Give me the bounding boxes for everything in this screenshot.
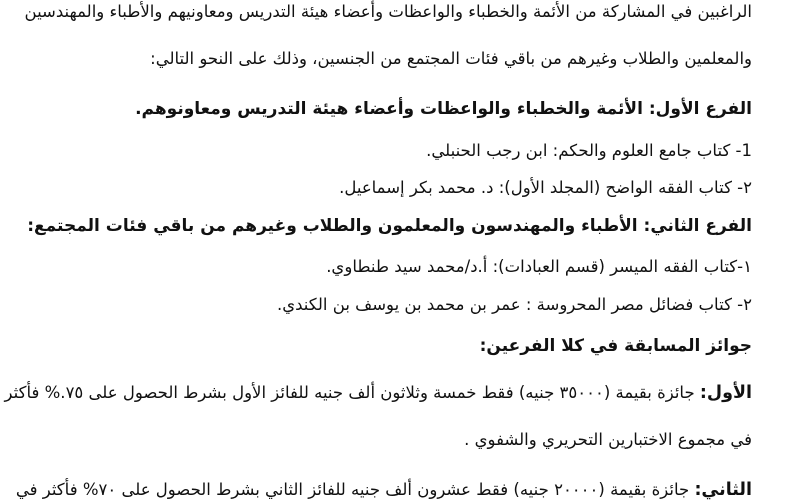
prize-first-line-1 [4, 383, 752, 403]
branch-2-item-1: ١-كتاب الفقه الميسر (قسم العبادات): أ.د/محمد سيد طنطاوي. [326, 257, 752, 276]
prize-first-text: جائزة بقيمة (٣٥٠٠٠ جنيه) فقط خمسة وثلاثون ألف جنيه للفائز الأول بشرط الحصول على ٧٥.% فأكثر [4, 383, 700, 402]
prize-first-line-2: في مجموع الاختبارين التحريري والشفوي . [464, 430, 752, 449]
intro-line-2: والمعلمين والطلاب وغيرهم من باقي فئات المجتمع من الجنسين، وذلك على النحو التالي: [150, 49, 752, 68]
prize-second-line-1 [15, 480, 752, 500]
branch-1-item-2: ٢- كتاب الفقه الواضح (المجلد الأول): د. محمد بكر إسماعيل. [339, 178, 752, 197]
branch-2-heading: الفرع الثاني: الأطباء والمهندسون والمعلمون والطلاب وغيرهم من باقي فئات المجتمع: [27, 216, 752, 236]
branch-1-heading: الفرع الأول: الأئمة والخطباء والواعظات وأعضاء هيئة التدريس ومعاونوهم. [135, 99, 752, 119]
prize-second-text: جائزة بقيمة (٢٠٠٠٠ جنيه) فقط عشرون ألف جنيه للفائز الثاني بشرط الحصول على ٧٠% فأكثر في [15, 480, 695, 499]
intro-line-1: الراغبين في المشاركة من الأئمة والخطباء والواعظات وأعضاء هيئة التدريس ومعاونيهم والأطباء والمهندسين [24, 2, 752, 21]
branch-1-item-1: 1- كتاب جامع العلوم والحكم: ابن رجب الحنبلي. [426, 141, 752, 160]
prizes-heading: جوائز المسابقة في كلا الفرعين: [479, 336, 752, 356]
prize-first-label: الأول: [699, 383, 752, 403]
prize-second-label: الثاني: [694, 480, 752, 500]
branch-2-item-2: ٢- كتاب فضائل مصر المحروسة : عمر بن محمد بن يوسف بن الكندي. [276, 295, 752, 314]
